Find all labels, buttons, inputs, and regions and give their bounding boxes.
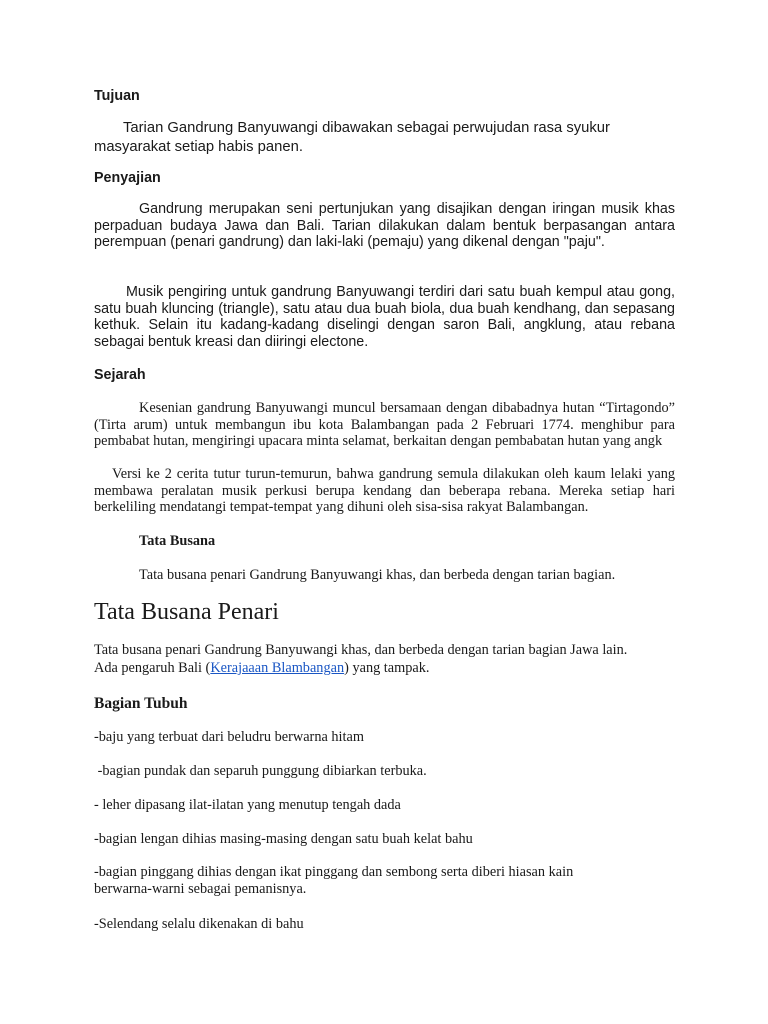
section-title: Tata Busana Penari (94, 599, 279, 625)
penari-line-1: Tata busana penari Gandrung Banyuwangi khas, dan berbeda dengan tarian bagian Jawa lain. (94, 642, 628, 658)
penyajian-paragraph-2: Musik pengiring untuk gandrung Banyuwangi terdiri dari satu buah kempul atau gong, satu buah kluncing (triangle), satu atau dua buah biola, dua buah kendhang, dan sepasang kethuk. Selain itu kadang-kadang diselingi dengan saron Bali, angklung, atau rebana sebagai bentuk kreasi dan diiringi electone. (94, 284, 675, 350)
kerajaan-blambangan-link[interactable]: Kerajaaan Blambangan (210, 660, 345, 676)
list-item-continuation: berwarna-warni sebagai pemanisnya. (94, 881, 307, 897)
sejarah-paragraph-1: Kesenian gandrung Banyuwangi muncul bersamaan dengan dibabadnya hutan “Tirtagondo” (Tirta arum) untuk membangun ibu kota Balambangan pada 2 Februari 1774. menghibur para pembabat hutan, mengiringi upacara minta selamat, berkaitan dengan pembabatan hutan yang angk (94, 400, 675, 449)
list-item: -bagian pinggang dihias dengan ikat pinggang dan sembong serta diberi hiasan kain (94, 864, 574, 880)
penyajian-paragraph-1: Gandrung merupakan seni pertunjukan yang disajikan dengan iringan musik khas perpaduan budaya Jawa dan Bali. Tarian dilakukan dalam bentuk berpasangan antara perempuan (penari gandrung) dan laki-laki (pemaju) yang dikenal dengan "paju". (94, 201, 675, 250)
penari-line-2-before: Ada pengaruh Bali ( (94, 660, 211, 676)
tujuan-line-2: masyarakat setiap habis panen. (94, 139, 303, 155)
list-item: -baju yang terbuat dari beludru berwarna hitam (94, 729, 364, 745)
heading-sejarah: Sejarah (94, 367, 146, 383)
sejarah-paragraph-2: Versi ke 2 cerita tutur turun-temurun, bahwa gandrung semula dilakukan oleh kaum lelaki yang membawa peralatan musik perkusi berupa kendang dan beberapa rebana. Mereka setiap hari berkeliling mendatangi tempat-tempat yang dihuni oleh sisa-sisa rakyat Balambangan. (94, 466, 675, 515)
heading-bagian-tubuh: Bagian Tubuh (94, 695, 188, 712)
penari-line-2-after: ) yang tampak. (344, 660, 430, 676)
heading-tata-busana: Tata Busana (139, 533, 216, 549)
list-item: -bagian pundak dan separuh punggung dibiarkan terbuka. (94, 763, 427, 779)
tujuan-line-1: Tarian Gandrung Banyuwangi dibawakan sebagai perwujudan rasa syukur (123, 120, 610, 136)
list-item: - leher dipasang ilat-ilatan yang menutup tengah dada (94, 797, 401, 813)
list-item: -bagian lengan dihias masing-masing dengan satu buah kelat bahu (94, 831, 473, 847)
heading-penyajian: Penyajian (94, 170, 161, 186)
list-item: -Selendang selalu dikenakan di bahu (94, 916, 304, 932)
penari-line-2 (94, 660, 429, 677)
tata-busana-text: Tata busana penari Gandrung Banyuwangi khas, dan berbeda dengan tarian bagian. (139, 567, 616, 583)
heading-tujuan: Tujuan (94, 88, 140, 104)
